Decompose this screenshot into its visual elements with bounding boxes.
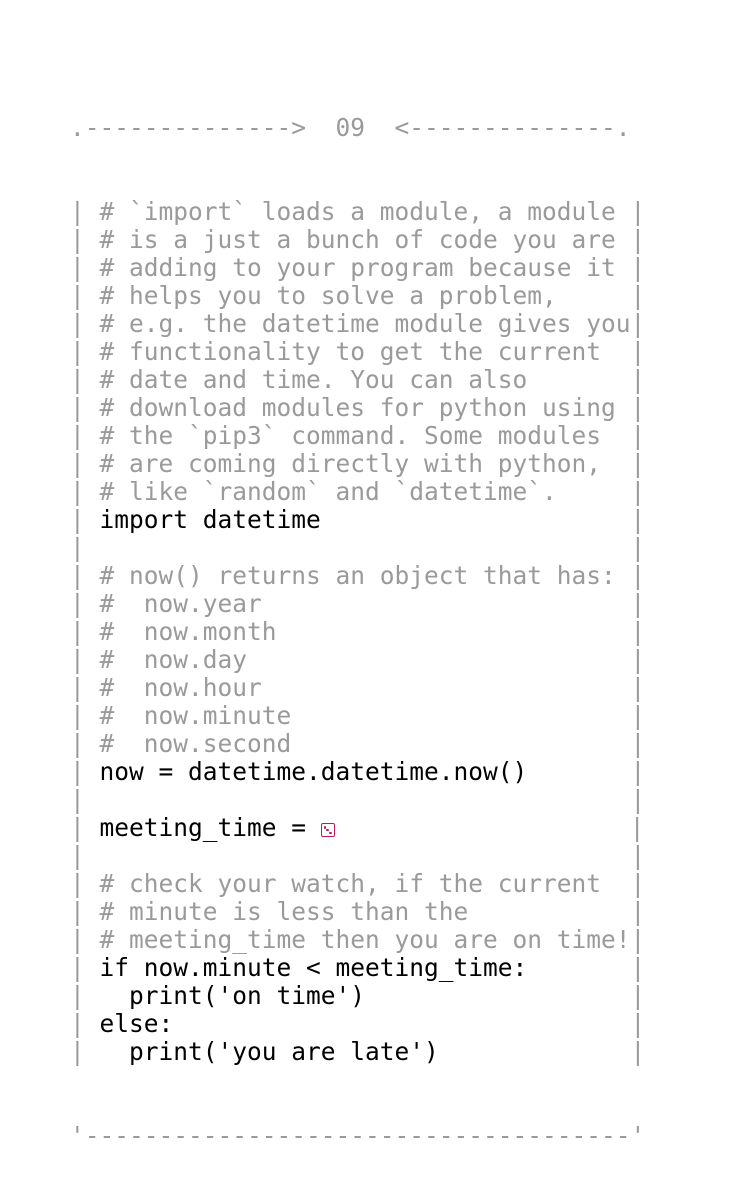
code-line xyxy=(70,226,674,254)
left-border: | xyxy=(70,337,100,366)
code-text: if now.minute < meeting_time: xyxy=(99,953,528,982)
left-border: | xyxy=(70,785,100,814)
line-padding xyxy=(262,673,631,702)
right-border: | xyxy=(630,225,646,254)
code-line xyxy=(70,982,674,1010)
comment-text: # adding to your program because it xyxy=(99,253,616,282)
top-border-right: <--------------. xyxy=(365,113,631,142)
code-line xyxy=(70,898,674,926)
line-padding xyxy=(527,953,630,982)
right-border: | xyxy=(630,309,646,338)
right-border: | xyxy=(630,673,646,702)
comment-text: # now.month xyxy=(99,617,277,646)
right-border: | xyxy=(630,281,646,310)
code-card xyxy=(70,58,674,1178)
right-border: | xyxy=(630,617,646,646)
line-padding xyxy=(277,617,631,646)
card-bottom-border: '-------------------------------------' xyxy=(70,1121,646,1150)
left-border: | xyxy=(70,617,100,646)
right-border: | xyxy=(630,561,646,590)
dice-icon xyxy=(321,823,335,837)
code-line xyxy=(70,478,674,506)
left-border: | xyxy=(70,225,100,254)
right-border: | xyxy=(630,981,646,1010)
comment-text: # like `random` and `datetime`. xyxy=(99,477,557,506)
right-border: | xyxy=(629,813,645,842)
line-padding xyxy=(601,337,631,366)
comment-text: # functionality to get the current xyxy=(99,337,602,366)
code-line xyxy=(70,338,674,366)
comment-text: # is a just a bunch of code you are xyxy=(99,225,616,254)
code-line xyxy=(70,786,674,814)
line-padding xyxy=(291,701,630,730)
left-border: | xyxy=(70,561,100,590)
line-padding xyxy=(527,757,630,786)
right-border: | xyxy=(630,393,646,422)
code-line xyxy=(70,282,674,310)
right-border: | xyxy=(630,785,646,814)
line-padding xyxy=(100,785,631,814)
code-line xyxy=(70,1010,674,1038)
right-border: | xyxy=(630,1037,646,1066)
comment-text: # minute is less than the xyxy=(99,897,469,926)
line-padding xyxy=(247,645,631,674)
code-line xyxy=(70,254,674,282)
line-padding xyxy=(365,981,631,1010)
code-line xyxy=(70,758,674,786)
comment-text: # date and time. You can also xyxy=(99,365,528,394)
left-border: | xyxy=(70,253,100,282)
left-border: | xyxy=(70,1037,100,1066)
right-border: | xyxy=(630,1009,646,1038)
left-border: | xyxy=(70,393,100,422)
line-padding xyxy=(527,365,630,394)
right-border: | xyxy=(630,589,646,618)
left-border: | xyxy=(70,701,100,730)
right-border: | xyxy=(630,729,646,758)
comment-text: # the `pip3` command. Some modules xyxy=(99,421,602,450)
code-line xyxy=(70,674,674,702)
left-border: | xyxy=(70,981,100,1010)
code-line xyxy=(70,1038,674,1066)
left-border: | xyxy=(70,281,100,310)
left-border: | xyxy=(70,449,100,478)
right-border: | xyxy=(630,197,646,226)
comment-text: # now.hour xyxy=(99,673,262,702)
left-border: | xyxy=(70,757,100,786)
left-border: | xyxy=(70,925,100,954)
line-padding xyxy=(616,393,631,422)
line-padding xyxy=(262,589,631,618)
code-line xyxy=(70,534,674,562)
card-number: 09 xyxy=(335,113,366,142)
left-border: | xyxy=(70,197,100,226)
line-padding xyxy=(100,533,631,562)
left-border: | xyxy=(70,729,100,758)
left-border: | xyxy=(70,673,100,702)
line-padding xyxy=(557,281,631,310)
line-padding xyxy=(173,1009,630,1038)
right-border: | xyxy=(630,953,646,982)
comment-text: # meeting_time then you are on time! xyxy=(99,925,631,954)
line-padding xyxy=(601,449,631,478)
comment-text: # now() returns an object that has: xyxy=(99,561,616,590)
right-border: | xyxy=(630,757,646,786)
line-padding xyxy=(321,505,631,534)
right-border: | xyxy=(630,897,646,926)
right-border: | xyxy=(630,449,646,478)
right-border: | xyxy=(630,533,646,562)
comment-text: # are coming directly with python, xyxy=(99,449,602,478)
code-line xyxy=(70,394,674,422)
right-border: | xyxy=(630,421,646,450)
right-border: | xyxy=(630,701,646,730)
comment-text: # `import` loads a module, a module xyxy=(99,197,616,226)
comment-text: # now.minute xyxy=(99,701,292,730)
left-border: | xyxy=(70,365,100,394)
right-border: | xyxy=(630,505,646,534)
code-text: else: xyxy=(99,1009,174,1038)
right-border: | xyxy=(630,253,646,282)
left-border: | xyxy=(70,505,100,534)
right-border: | xyxy=(630,337,646,366)
code-line xyxy=(70,926,674,954)
card-top-border xyxy=(70,114,674,142)
code-text: meeting_time = xyxy=(99,813,321,842)
line-padding xyxy=(601,421,631,450)
right-border: | xyxy=(630,869,646,898)
comment-text: # check your watch, if the current xyxy=(99,869,602,898)
comment-text: # now.second xyxy=(99,729,292,758)
line-padding xyxy=(468,897,630,926)
left-border: | xyxy=(70,869,100,898)
line-padding xyxy=(291,729,630,758)
left-border: | xyxy=(70,953,100,982)
line-padding xyxy=(616,197,631,226)
line-padding xyxy=(557,477,631,506)
comment-text: # now.year xyxy=(99,589,262,618)
left-border: | xyxy=(70,477,100,506)
right-border: | xyxy=(630,477,646,506)
code-text: print('on time') xyxy=(99,981,366,1010)
left-border: | xyxy=(70,813,100,842)
top-border-left: .--------------> xyxy=(70,113,336,142)
code-line xyxy=(70,954,674,982)
line-padding xyxy=(616,253,631,282)
comment-text: # helps you to solve a problem, xyxy=(99,281,557,310)
left-border: | xyxy=(70,1009,100,1038)
code-line xyxy=(70,422,674,450)
line-padding xyxy=(616,225,631,254)
code-line xyxy=(70,562,674,590)
left-border: | xyxy=(70,645,100,674)
left-border: | xyxy=(70,841,100,870)
code-line xyxy=(70,618,674,646)
code-line xyxy=(70,310,674,338)
code-text: print('you are late') xyxy=(99,1037,439,1066)
code-line xyxy=(70,646,674,674)
right-border: | xyxy=(630,645,646,674)
right-border: | xyxy=(630,841,646,870)
left-border: | xyxy=(70,897,100,926)
code-line xyxy=(70,366,674,394)
right-border: | xyxy=(630,925,646,954)
line-padding xyxy=(616,561,631,590)
code-text: import datetime xyxy=(99,505,321,534)
left-border: | xyxy=(70,421,100,450)
line-padding xyxy=(439,1037,631,1066)
code-line xyxy=(70,198,674,226)
code-line xyxy=(70,506,674,534)
comment-text: # e.g. the datetime module gives you xyxy=(99,309,631,338)
code-line xyxy=(70,450,674,478)
left-border: | xyxy=(70,533,100,562)
line-padding xyxy=(100,841,631,870)
left-border: | xyxy=(70,309,100,338)
code-line xyxy=(70,870,674,898)
code-line xyxy=(70,842,674,870)
right-border: | xyxy=(630,365,646,394)
code-lines xyxy=(70,198,674,1066)
left-border: | xyxy=(70,589,100,618)
code-line xyxy=(70,814,674,842)
code-line xyxy=(70,730,674,758)
comment-text: # now.day xyxy=(99,645,248,674)
code-line xyxy=(70,590,674,618)
code-text: now = datetime.datetime.now() xyxy=(99,757,528,786)
comment-text: # download modules for python using xyxy=(99,393,616,422)
code-line xyxy=(70,702,674,730)
line-padding xyxy=(335,813,630,842)
line-padding xyxy=(601,869,631,898)
